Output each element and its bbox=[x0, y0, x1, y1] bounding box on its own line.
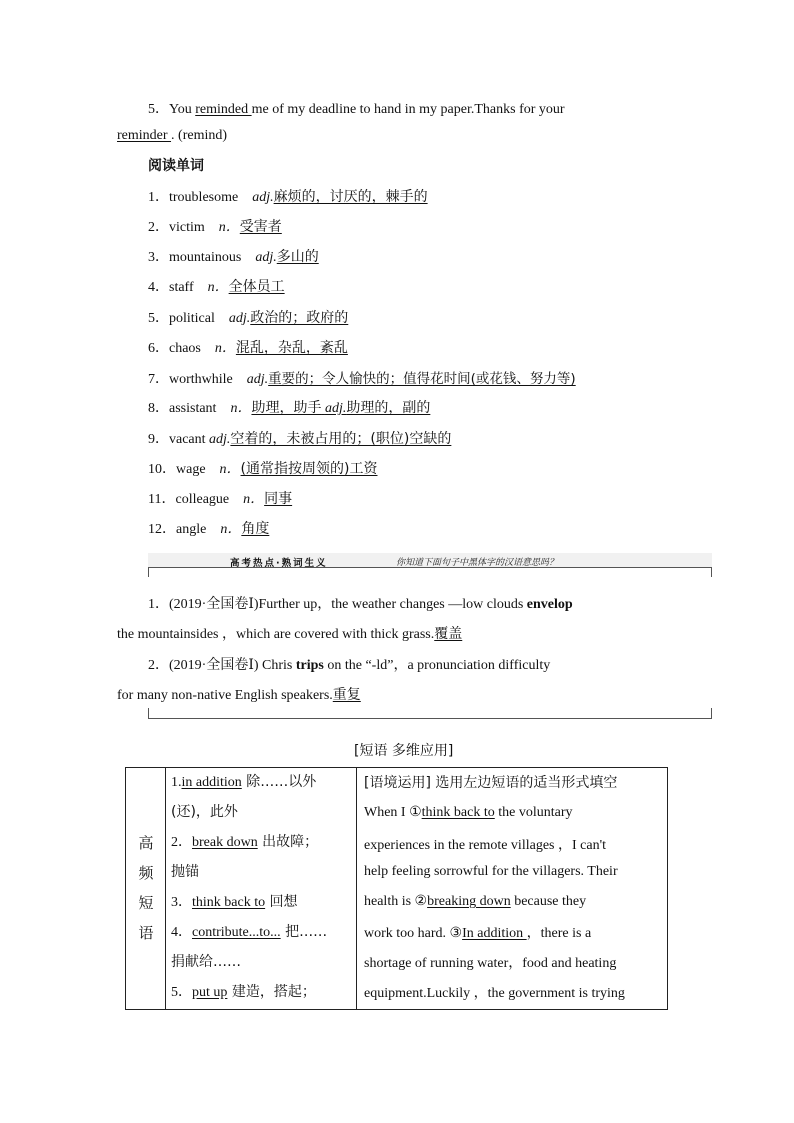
phrase-item bbox=[171, 831, 318, 851]
side-char: 短 bbox=[138, 894, 154, 912]
hot-sentence-2-line1 bbox=[148, 654, 550, 674]
word: chaos bbox=[169, 341, 201, 356]
bold-word: trips bbox=[295, 658, 324, 673]
list-item bbox=[148, 458, 377, 478]
context-line: help feeling sorrowful for the villagers. Their bbox=[364, 864, 618, 879]
text: ，there is a bbox=[526, 926, 592, 941]
text: for many non-native English speakers. bbox=[117, 688, 333, 703]
meaning: 全体员工 bbox=[228, 279, 285, 295]
item-number: 7． bbox=[148, 372, 169, 387]
phrase-item bbox=[171, 771, 316, 791]
list-item bbox=[148, 337, 348, 357]
hot-sentence-1-line2 bbox=[117, 623, 462, 643]
item-number: 11． bbox=[148, 492, 176, 507]
word: vacant bbox=[169, 432, 206, 447]
phrase-table bbox=[125, 767, 668, 1010]
reading-words-heading: 阅读单词 bbox=[148, 158, 204, 174]
list-item bbox=[148, 186, 428, 206]
phrase: put up bbox=[192, 985, 228, 1000]
phrase: think back to bbox=[192, 895, 266, 910]
part-of-speech: adj. bbox=[246, 372, 269, 387]
meaning: 空着的，未被占用的；(职位)空缺的 bbox=[230, 431, 452, 447]
item-number: 10． bbox=[148, 462, 176, 477]
meaning: 混乱，杂乱，紊乱 bbox=[235, 340, 348, 356]
context-line: shortage of running water，food and heating bbox=[364, 956, 617, 971]
word: wage bbox=[176, 462, 206, 477]
list-item bbox=[148, 367, 576, 388]
word: colleague bbox=[175, 492, 230, 507]
context-label: [语境运用] bbox=[364, 775, 431, 791]
bracket-left-bottom bbox=[148, 708, 149, 718]
bold-word: envelop bbox=[526, 597, 573, 612]
side-char: 高 bbox=[138, 834, 154, 852]
item-number: 5． bbox=[148, 102, 169, 117]
item-number: 2． bbox=[148, 220, 169, 235]
part-of-speech: n． bbox=[220, 522, 242, 537]
context-line bbox=[364, 922, 591, 942]
answer: breaking down bbox=[427, 894, 511, 909]
word: worthwhile bbox=[169, 372, 233, 387]
meaning: 回想 bbox=[265, 894, 298, 910]
part-of-speech: adj. bbox=[255, 250, 277, 265]
context-line bbox=[364, 804, 573, 821]
list-item bbox=[148, 276, 285, 296]
word: staff bbox=[169, 280, 194, 295]
meaning: 麻烦的，讨厌的，棘手的 bbox=[273, 189, 428, 205]
phrase: in addition bbox=[181, 775, 242, 790]
side-char: 语 bbox=[138, 924, 154, 942]
list-item bbox=[148, 428, 451, 448]
bracket-right-bottom bbox=[711, 708, 712, 718]
word: mountainous bbox=[169, 250, 242, 265]
word: assistant bbox=[169, 401, 217, 416]
sentence-5-line2 bbox=[117, 128, 227, 144]
banner-bottom-divider bbox=[148, 718, 712, 719]
word: political bbox=[169, 311, 215, 326]
list-item bbox=[148, 518, 269, 538]
item-number: 6． bbox=[148, 341, 169, 356]
banner-title: 高考热点·熟词生义 bbox=[230, 558, 328, 569]
text: When I ① bbox=[364, 805, 422, 820]
part-of-speech: n． bbox=[218, 220, 240, 235]
text: me of my deadline to hand in my paper.Thanks for your bbox=[251, 102, 565, 117]
meaning: 助理，助手 bbox=[251, 400, 322, 416]
answer: 覆盖 bbox=[434, 626, 463, 642]
phrase-item bbox=[171, 981, 316, 1001]
part-of-speech: adj. bbox=[228, 311, 251, 326]
part-of-speech: adj. bbox=[252, 190, 274, 205]
meaning: 同事 bbox=[264, 491, 293, 507]
text: on the “-ld”，a pronunciation difficulty bbox=[323, 658, 551, 673]
sentence-5-line1 bbox=[148, 98, 565, 118]
context-line: equipment.Luckily ，the government is trying bbox=[364, 986, 625, 1001]
list-item bbox=[148, 246, 319, 266]
text: 2．(2019·全国卷Ⅰ) Chris bbox=[148, 658, 296, 673]
list-item bbox=[148, 307, 348, 327]
text: the voluntary bbox=[494, 805, 573, 820]
meaning: 政治的；政府的 bbox=[250, 310, 349, 326]
phrase: contribute...to... bbox=[192, 925, 281, 940]
meaning: 角度 bbox=[241, 521, 270, 537]
hot-sentence-2-line2 bbox=[117, 684, 361, 704]
context-instruction: 选用左边短语的适当形式填空 bbox=[430, 775, 618, 791]
item-number: 1. bbox=[171, 775, 182, 790]
list-item bbox=[148, 397, 430, 417]
phrase: break down bbox=[192, 835, 258, 850]
part-of-speech: n． bbox=[207, 280, 229, 295]
meaning: 助理的，副的 bbox=[346, 400, 431, 416]
item-number: 12． bbox=[148, 522, 176, 537]
item-number: 9． bbox=[148, 432, 169, 447]
phrase-list-cell bbox=[165, 768, 357, 1009]
part-of-speech: n． bbox=[214, 341, 236, 356]
part-of-speech: n． bbox=[230, 401, 252, 416]
answer: In addition bbox=[462, 926, 527, 941]
banner-hint: 你知道下面句子中黑体字的汉语意思吗？ bbox=[396, 558, 559, 568]
phrase-item bbox=[171, 921, 327, 941]
meaning-continued: 抛锚 bbox=[171, 864, 199, 880]
text: health is ② bbox=[364, 894, 428, 909]
answer-reminded: reminded bbox=[195, 102, 252, 117]
bracket-right bbox=[705, 567, 712, 577]
meaning: 出故障； bbox=[257, 834, 319, 850]
hot-sentence-1-line1 bbox=[148, 593, 573, 613]
banner-divider bbox=[148, 567, 712, 568]
item-number: 5． bbox=[171, 985, 192, 1000]
text: 1．(2019·全国卷Ⅰ)Further up，the weather changes —low clouds bbox=[148, 597, 527, 612]
meaning: 建造，搭起； bbox=[227, 984, 316, 1000]
item-number: 4． bbox=[148, 280, 169, 295]
meaning: 把…… bbox=[280, 924, 328, 940]
word: troublesome bbox=[169, 190, 239, 205]
item-number: 4． bbox=[171, 925, 192, 940]
item-number: 8． bbox=[148, 401, 169, 416]
item-number: 2． bbox=[171, 835, 192, 850]
text: . (remind) bbox=[171, 128, 228, 143]
meaning-continued: (还)，此外 bbox=[171, 804, 238, 820]
text: because they bbox=[510, 894, 587, 909]
meaning: 多山的 bbox=[276, 249, 319, 265]
side-label bbox=[136, 828, 156, 948]
item-number: 3． bbox=[148, 250, 169, 265]
answer: 重复 bbox=[332, 687, 361, 703]
side-char: 频 bbox=[138, 864, 154, 882]
phrases-section-title: [短语 多维应用] bbox=[354, 743, 454, 759]
word: angle bbox=[176, 522, 207, 537]
item-number: 1． bbox=[148, 190, 169, 205]
part-of-speech: adj. bbox=[209, 432, 231, 447]
text: work too hard. ③ bbox=[364, 926, 463, 941]
meaning-continued: 捐献给…… bbox=[171, 954, 241, 970]
text: You bbox=[169, 102, 196, 117]
context-line: experiences in the remote villages ，I can't bbox=[364, 838, 606, 853]
item-number: 3． bbox=[171, 895, 192, 910]
word: victim bbox=[169, 220, 205, 235]
part-of-speech: adj. bbox=[324, 401, 347, 416]
side-label-cell bbox=[126, 768, 166, 1009]
meaning: 重要的；令人愉快的；值得花时间(或花钱、努力等) bbox=[268, 371, 576, 387]
part-of-speech: n． bbox=[219, 462, 241, 477]
part-of-speech: n． bbox=[243, 492, 265, 507]
context-line bbox=[364, 893, 586, 910]
phrase-item bbox=[171, 891, 298, 911]
answer: think back to bbox=[421, 805, 495, 820]
item-number: 5． bbox=[148, 311, 169, 326]
hot-topic-banner bbox=[148, 553, 712, 577]
context-heading bbox=[364, 772, 617, 792]
meaning: 受害者 bbox=[239, 219, 282, 235]
meaning: 除……以外 bbox=[241, 774, 317, 790]
text: the mountainsides ，which are covered with thick grass. bbox=[117, 627, 435, 642]
meaning: (通常指按周领的)工资 bbox=[240, 461, 378, 477]
list-item bbox=[148, 216, 282, 236]
answer-reminder: reminder bbox=[117, 128, 172, 143]
list-item bbox=[148, 488, 292, 508]
bracket-left bbox=[148, 567, 155, 577]
